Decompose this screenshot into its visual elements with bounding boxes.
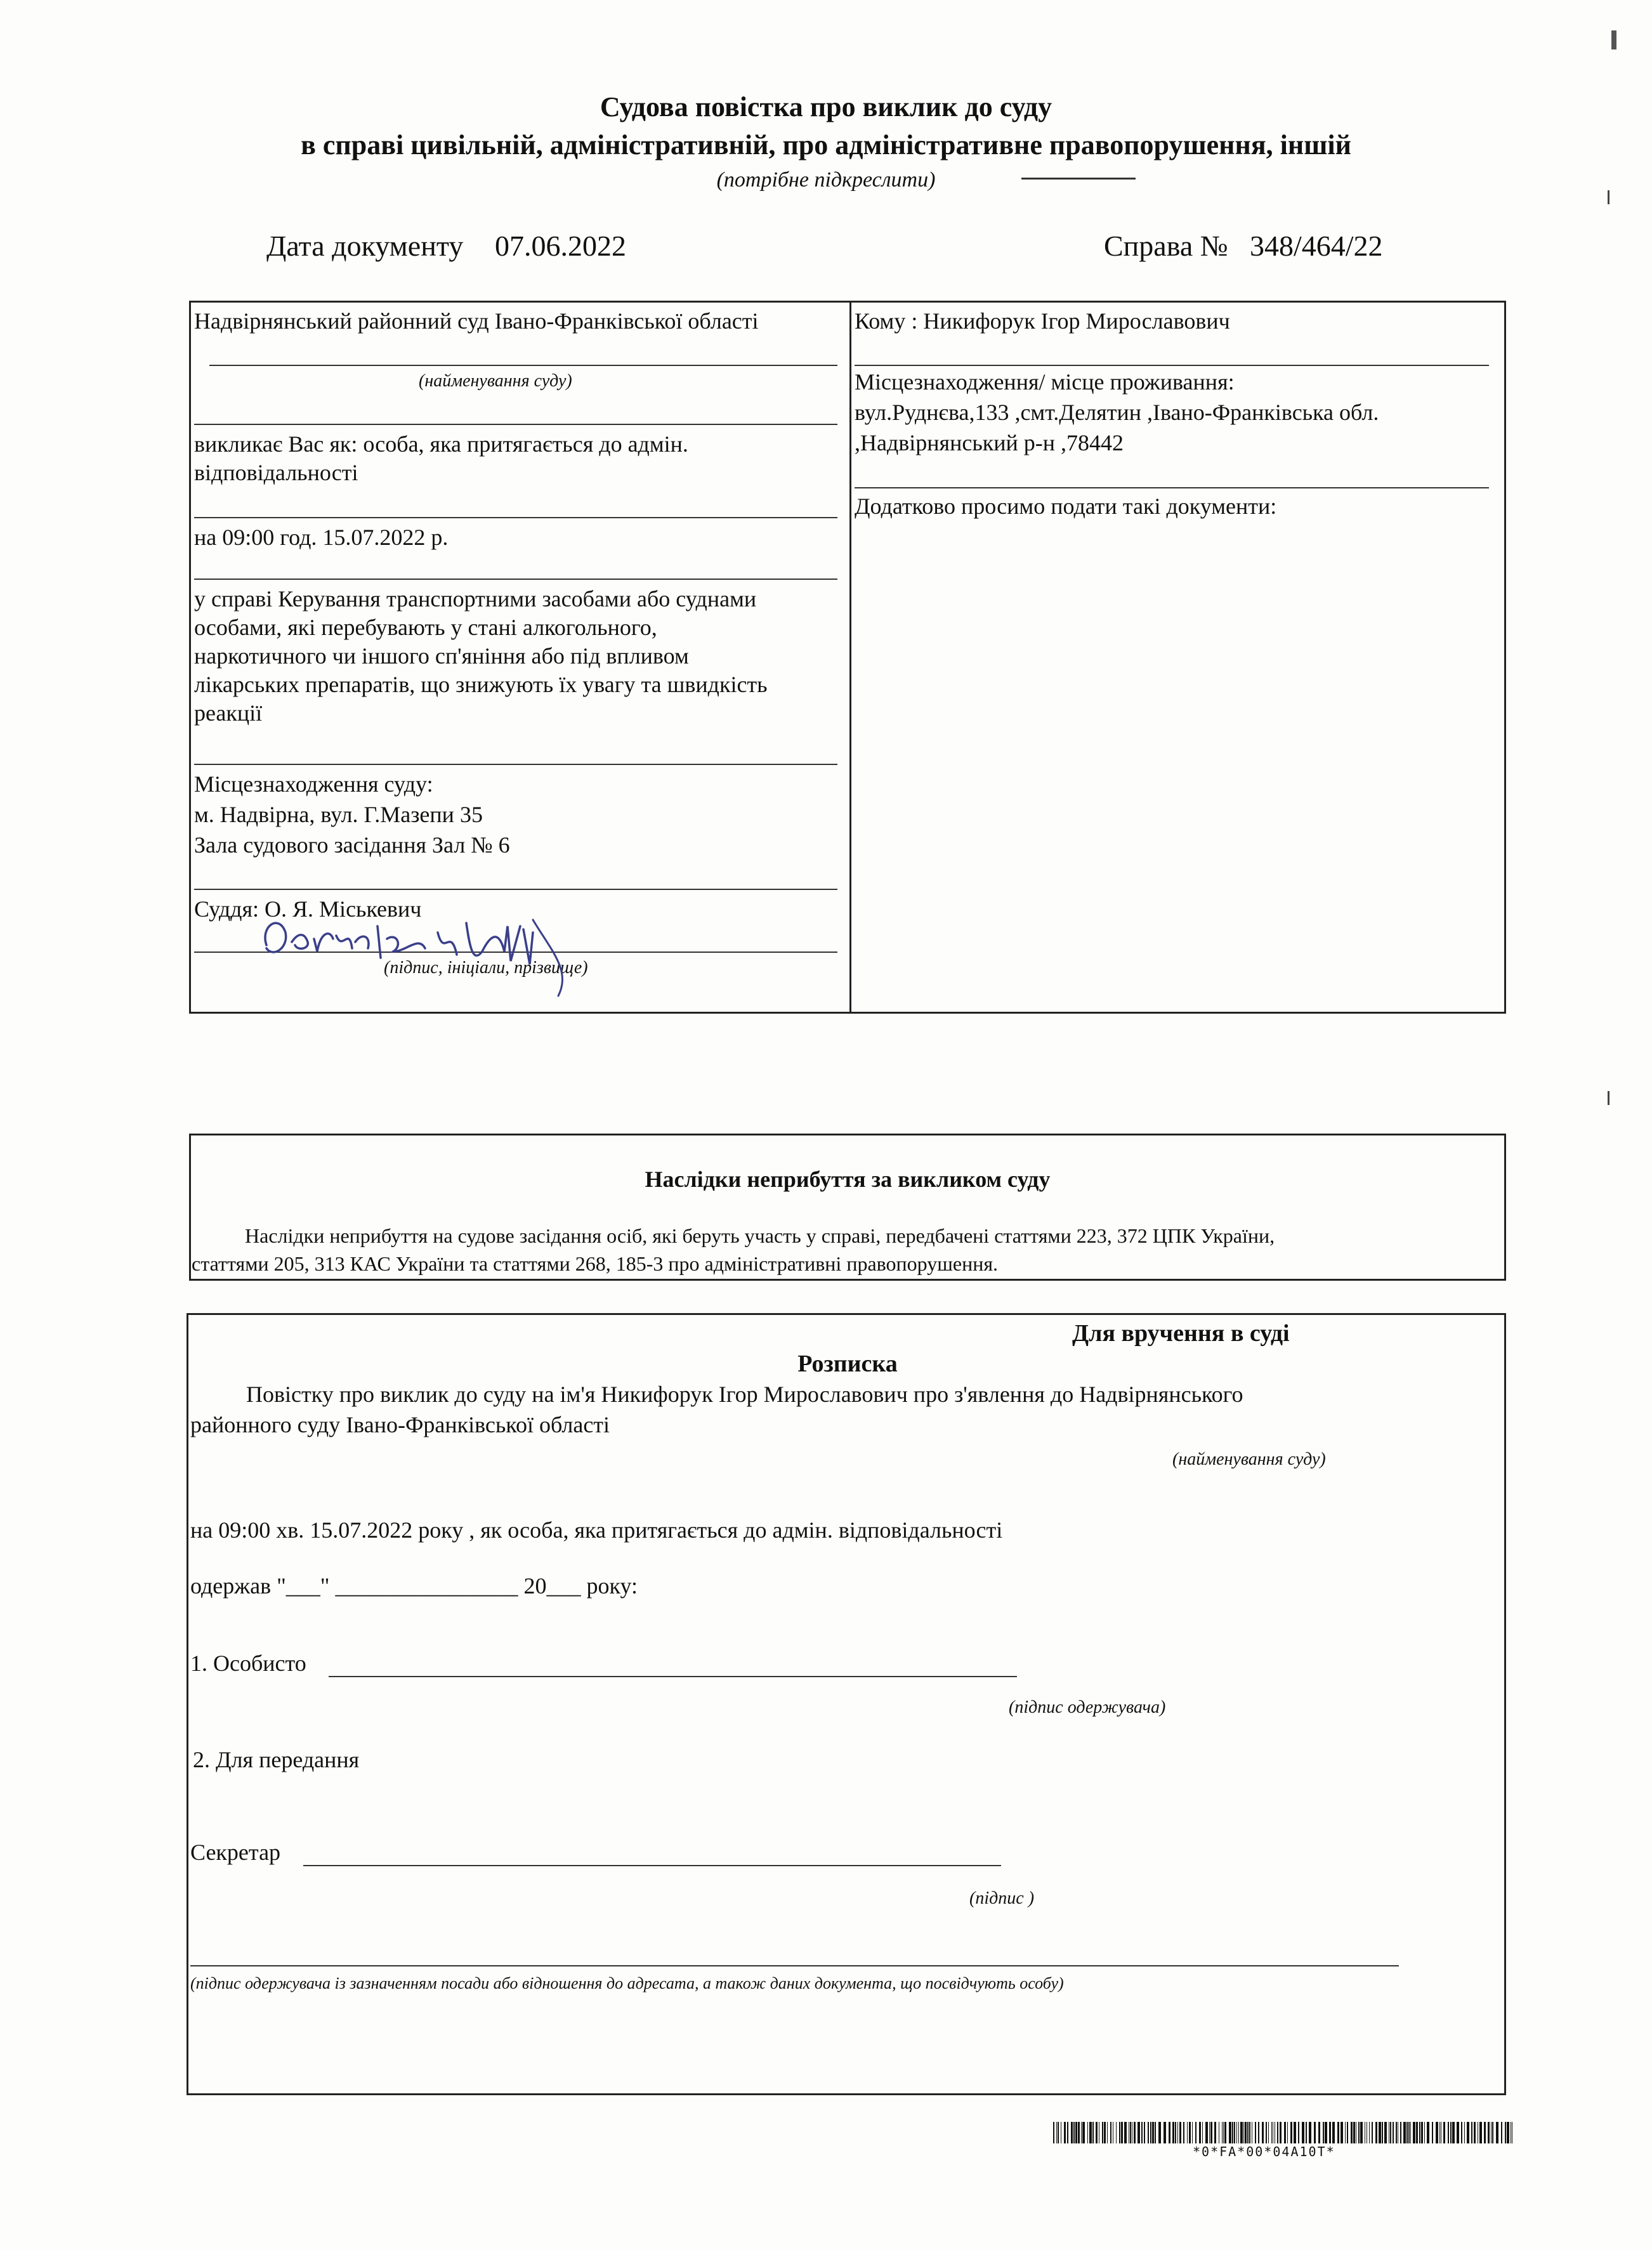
- column-divider: [849, 301, 851, 1014]
- barcode-bar: [1419, 2122, 1420, 2143]
- case-subject-line: у справі Керування транспортними засобами або суднами: [194, 586, 757, 612]
- receipt-court-caption: (найменування суду): [1172, 1449, 1326, 1469]
- barcode: [1053, 2122, 1516, 2145]
- barcode-bar: [1075, 2122, 1077, 2143]
- barcode-bar: [1393, 2122, 1394, 2143]
- barcode-bar: [1258, 2122, 1259, 2143]
- case-label: Справа №: [1104, 230, 1228, 262]
- barcode-bar: [1119, 2122, 1120, 2143]
- barcode-bar: [1408, 2122, 1410, 2143]
- barcode-bar: [1134, 2122, 1136, 2143]
- document-subtitle: в справі цивільній, адміністративній, про адміністративне правопорушення, іншій: [301, 129, 1351, 160]
- barcode-bar: [1192, 2122, 1193, 2143]
- barcode-bar: [1189, 2122, 1191, 2143]
- court-hall: Зала судового засідання Зал № 6: [194, 832, 510, 858]
- barcode-bar: [1078, 2122, 1080, 2143]
- personally-label: 1. Особисто: [190, 1651, 306, 1676]
- barcode-bar: [1183, 2122, 1184, 2143]
- receipt-line: районного суду Івано-Франківської області: [190, 1412, 610, 1437]
- barcode-bar: [1195, 2122, 1196, 2143]
- barcode-bar: [1255, 2122, 1256, 2143]
- barcode-bar: [1421, 2122, 1423, 2143]
- personally-signature-line[interactable]: [329, 1676, 1017, 1677]
- barcode-bar: [1262, 2122, 1264, 2143]
- barcode-bar: [1467, 2122, 1469, 2143]
- barcode-bar: [1384, 2122, 1387, 2143]
- barcode-bar: [1210, 2122, 1212, 2143]
- barcode-bar: [1427, 2122, 1429, 2143]
- scan-mark: [1608, 190, 1609, 204]
- barcode-bar: [1382, 2122, 1383, 2143]
- barcode-bar: [1169, 2122, 1170, 2143]
- divider: [194, 424, 837, 425]
- divider: [194, 579, 837, 580]
- recipient-signature-caption: (підпис одержувача): [1009, 1697, 1166, 1717]
- final-caption: (підпис одержувача із зазначенням посади або відношення до адресата, а також даних документа, що посвідчують особу): [190, 1974, 1064, 1992]
- barcode-bar: [1436, 2122, 1438, 2143]
- barcode-bar: [1058, 2122, 1059, 2143]
- barcode-bar: [1358, 2122, 1360, 2143]
- barcode-bar: [1287, 2122, 1288, 2143]
- barcode-bar: [1452, 2122, 1455, 2143]
- barcode-bar: [1284, 2122, 1286, 2143]
- barcode-bar: [1329, 2122, 1331, 2143]
- receipt-time: на 09:00 хв. 15.07.2022 року , як особа, яка притягається до адмін. відповідальності: [190, 1517, 1003, 1543]
- barcode-bar: [1229, 2122, 1231, 2143]
- barcode-bar: [1302, 2122, 1304, 2143]
- barcode-bar: [1294, 2122, 1296, 2143]
- consequences-title: Наслідки неприбуття за викликом суду: [645, 1167, 1051, 1192]
- barcode-bar: [1224, 2122, 1226, 2143]
- case-subject-line: наркотичного чи іншого сп'яніння або під впливом: [194, 643, 689, 669]
- barcode-bar: [1199, 2122, 1201, 2143]
- barcode-bar: [1372, 2122, 1373, 2143]
- divider: [855, 487, 1489, 488]
- barcode-bar: [1375, 2122, 1377, 2143]
- doc-date-label: Дата документу: [266, 230, 464, 262]
- handwritten-dash: [1021, 178, 1136, 180]
- hearing-time: на 09:00 год. 15.07.2022 р.: [194, 525, 449, 550]
- barcode-bar: [1306, 2122, 1307, 2143]
- barcode-bar: [1432, 2122, 1433, 2143]
- court-name-underline: [209, 365, 837, 366]
- barcode-bar: [1298, 2122, 1299, 2143]
- barcode-bar: [1172, 2122, 1174, 2143]
- barcode-bar: [1443, 2122, 1445, 2143]
- barcode-bar: [1238, 2122, 1239, 2143]
- barcode-bar: [1150, 2122, 1151, 2143]
- secretary-signature-line[interactable]: [303, 1865, 1001, 1866]
- barcode-bar: [1413, 2122, 1415, 2143]
- barcode-bar: [1396, 2122, 1397, 2143]
- barcode-bar: [1505, 2122, 1506, 2143]
- barcode-bar: [1082, 2122, 1085, 2143]
- court-name-caption: (найменування суду): [419, 371, 572, 391]
- barcode-bar: [1424, 2122, 1425, 2143]
- barcode-bar: [1390, 2122, 1391, 2143]
- barcode-bar: [1347, 2122, 1348, 2143]
- barcode-bar: [1271, 2122, 1272, 2143]
- barcode-bar: [1232, 2122, 1233, 2143]
- barcode-bar: [1277, 2122, 1278, 2143]
- barcode-bar: [1345, 2122, 1346, 2143]
- barcode-bar: [1369, 2122, 1370, 2143]
- barcode-bar: [1496, 2122, 1498, 2143]
- residence-address: ,Надвірнянський р-н ,78442: [855, 430, 1124, 455]
- consequences-text: статтями 205, 313 КАС України та статтями 268, 185-3 про адміністративні правопорушення.: [192, 1252, 999, 1275]
- divider: [855, 365, 1489, 366]
- barcode-bar: [1448, 2122, 1449, 2143]
- barcode-bar: [1124, 2122, 1127, 2143]
- barcode-bar: [1280, 2122, 1282, 2143]
- barcode-bar: [1234, 2122, 1235, 2143]
- barcode-bar: [1236, 2122, 1237, 2143]
- for-delivery-label: Для вручення в суді: [1072, 1320, 1290, 1347]
- barcode-bar: [1056, 2122, 1057, 2143]
- barcode-bar: [1439, 2122, 1440, 2143]
- barcode-bar: [1492, 2122, 1493, 2143]
- barcode-bar: [1325, 2122, 1327, 2143]
- barcode-bar: [1130, 2122, 1131, 2143]
- barcode-bar: [1471, 2122, 1472, 2143]
- barcode-bar: [1461, 2122, 1462, 2143]
- for-transfer-label: 2. Для передання: [193, 1747, 360, 1772]
- barcode-bar: [1087, 2122, 1088, 2143]
- scan-mark: [1608, 1091, 1609, 1105]
- secretary-signature-caption: (підпис ): [969, 1888, 1035, 1908]
- barcode-bar: [1268, 2122, 1269, 2143]
- barcode-bar: [1318, 2122, 1320, 2143]
- summons-role: викликає Вас як: особа, яка притягається до адмін. відповідальності: [194, 431, 688, 485]
- barcode-bar: [1205, 2122, 1208, 2143]
- received-date-line: одержав "___" ________________ 20___ року:: [190, 1573, 638, 1599]
- barcode-bar: [1249, 2122, 1250, 2143]
- barcode-bar: [1089, 2122, 1092, 2143]
- barcode-bar: [1247, 2122, 1249, 2143]
- residence-address: вул.Руднєва,133 ,смт.Делятин ,Івано-Франківська обл.: [855, 400, 1379, 425]
- barcode-bar: [1121, 2122, 1123, 2143]
- barcode-bar: [1351, 2122, 1353, 2143]
- barcode-bar: [1457, 2122, 1459, 2143]
- court-location-label: Місцезнаходження суду:: [194, 771, 433, 797]
- recipient-name: Кому : Никифорук Ігор Мирославович: [855, 308, 1230, 334]
- barcode-bar: [1155, 2122, 1156, 2143]
- barcode-bar: [1187, 2122, 1188, 2143]
- barcode-bar: [1416, 2122, 1418, 2143]
- barcode-bar: [1096, 2122, 1098, 2143]
- divider: [194, 517, 837, 518]
- barcode-bar: [1337, 2122, 1339, 2143]
- barcode-bar: [1116, 2122, 1117, 2143]
- barcode-bar: [1071, 2122, 1073, 2143]
- barcode-bar: [1073, 2122, 1075, 2143]
- document-title: Судова повістка про виклик до суду: [600, 91, 1052, 122]
- barcode-bar: [1081, 2122, 1082, 2143]
- barcode-bar: [1474, 2122, 1476, 2143]
- barcode-bar: [1223, 2122, 1224, 2143]
- residence-label: Місцезнаходження/ місце проживання:: [855, 369, 1235, 395]
- barcode-bar: [1067, 2122, 1068, 2143]
- documents-request: Додатково просимо подати такі документи:: [855, 494, 1277, 519]
- barcode-bar: [1464, 2122, 1465, 2143]
- case-subject-line: особами, які перебувають у стані алкогольного,: [194, 615, 657, 640]
- court-name: Надвірнянський районний суд Івано-Франківської області: [194, 308, 759, 334]
- barcode-bar: [1266, 2122, 1267, 2143]
- barcode-bar: [1507, 2122, 1509, 2143]
- receipt-title: Розписка: [797, 1351, 898, 1377]
- barcode-bar: [1179, 2122, 1181, 2143]
- barcode-bar: [1323, 2122, 1324, 2143]
- secretary-label: Секретар: [190, 1840, 281, 1865]
- barcode-bar: [1148, 2122, 1149, 2143]
- barcode-bar: [1479, 2122, 1482, 2143]
- barcode-bar: [1064, 2122, 1066, 2143]
- barcode-bar: [1104, 2122, 1106, 2143]
- barcode-bar: [1092, 2122, 1094, 2143]
- barcode-bar: [1501, 2122, 1502, 2143]
- barcode-bar: [1243, 2122, 1244, 2143]
- barcode-bar: [1332, 2122, 1335, 2143]
- barcode-bar: [1379, 2122, 1381, 2143]
- court-address: м. Надвірна, вул. Г.Мазепи 35: [194, 802, 483, 827]
- case-number: 348/464/22: [1250, 230, 1383, 262]
- scan-mark: [1611, 30, 1616, 49]
- barcode-bar: [1137, 2122, 1140, 2143]
- receipt-line: Повістку про виклик до суду на ім'я Никифорук Ігор Мирославович про з'явлення до Надвірнянського: [246, 1382, 1243, 1407]
- divider: [194, 764, 837, 765]
- barcode-bar: [1353, 2122, 1355, 2143]
- barcode-bar: [1152, 2122, 1154, 2143]
- barcode-bar: [1245, 2122, 1247, 2143]
- barcode-bar: [1450, 2122, 1452, 2143]
- barcode-bar: [1214, 2122, 1216, 2143]
- barcode-bar: [1403, 2122, 1406, 2143]
- barcode-bar: [1360, 2122, 1363, 2143]
- barcode-bar: [1107, 2122, 1108, 2143]
- barcode-text: *0*FA*00*04A10T*: [1193, 2144, 1335, 2159]
- barcode-bar: [1144, 2122, 1145, 2143]
- barcode-bar: [1484, 2122, 1486, 2143]
- barcode-bar: [1410, 2122, 1411, 2143]
- barcode-bar: [1053, 2122, 1054, 2143]
- underline-note: (потрібне підкреслити): [716, 168, 936, 192]
- barcode-bar: [1240, 2122, 1243, 2143]
- barcode-bar: [1341, 2122, 1343, 2143]
- barcode-bar: [1158, 2122, 1161, 2143]
- barcode-bar: [1102, 2122, 1103, 2143]
- handwritten-signature: [254, 888, 634, 1002]
- barcode-bar: [1175, 2122, 1176, 2143]
- case-subject-line: лікарських препаратів, що знижують їх увагу та швидкість: [194, 672, 768, 697]
- case-subject-line: реакції: [194, 700, 263, 726]
- barcode-bar: [1290, 2122, 1292, 2143]
- judge-name: Суддя: О. Я. Міськевич: [194, 896, 422, 922]
- barcode-bar: [1309, 2122, 1311, 2143]
- final-signature-line[interactable]: [190, 1965, 1399, 1966]
- barcode-bar: [1141, 2122, 1143, 2143]
- barcode-bar: [1406, 2122, 1408, 2143]
- barcode-bar: [1209, 2122, 1210, 2143]
- barcode-bar: [1202, 2122, 1203, 2143]
- barcode-bar: [1488, 2122, 1490, 2143]
- doc-date: 07.06.2022: [495, 230, 626, 262]
- judge-caption: (підпис, ініціали, прізвище): [384, 958, 588, 978]
- barcode-bar: [1110, 2122, 1111, 2143]
- barcode-bar: [1400, 2122, 1401, 2143]
- barcode-bar: [1222, 2122, 1223, 2143]
- barcode-bar: [1177, 2122, 1178, 2143]
- barcode-bar: [1164, 2122, 1166, 2143]
- consequences-text: Наслідки неприбуття на судове засідання осіб, які беруть участь у справі, передбачені статтями 223, 372 ЦПК України,: [245, 1224, 1275, 1247]
- barcode-bar: [1314, 2122, 1316, 2143]
